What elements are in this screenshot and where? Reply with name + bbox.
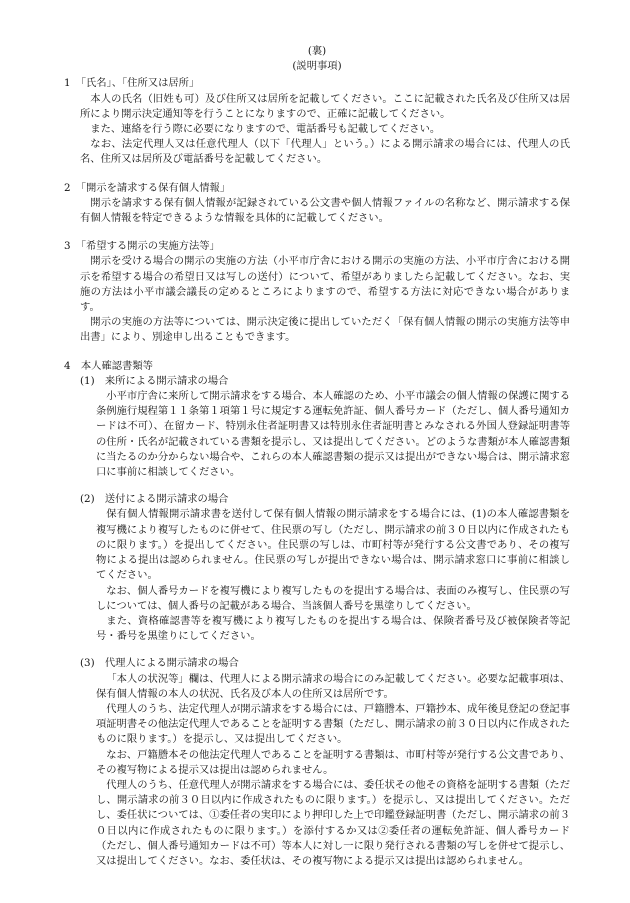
- section-title: 2 「開示を請求する保有個人情報」: [64, 181, 231, 194]
- paragraph: なお、戸籍謄本その他法定代理人であることを証明する書類は、市町村等が発行する公文書であり、その複写物による提示又は提出は認められません。: [96, 748, 570, 776]
- paragraph: なお、法定代理人又は任意代理人（以下「代理人」という。）による開示請求の場合には、代理人の氏名、住所又は居所及び電話番号を記載してください。: [80, 138, 570, 166]
- section-title: 1 「氏名」、「住所又は居所」: [64, 77, 200, 90]
- subsection-title: (1) 来所による開示請求の場合: [80, 374, 229, 387]
- section-requested-info: [64, 181, 570, 227]
- paragraph: なお、個人番号カードを複写機により複写したものを提出する場合は、表面のみ複写し、住民票の写しについては、個人番号の記載がある場合、当該個人番号を黒塗りしてください。: [96, 584, 570, 612]
- subsection-by-mail: [64, 492, 570, 644]
- paragraph: 「本人の状況等」欄は、代理人による開示請求の場合にのみ記載してください。必要な記載事項は、保有個人情報の本人の状況、氏名及び本人の住所又は居所です。: [96, 672, 570, 700]
- section-name-address: [64, 76, 570, 167]
- paragraph: 代理人のうち、任意代理人が開示請求をする場合には、委任状その他その資格を証明する書類（ただし、開示請求の前３０日以内に作成されたものに限ります。）を提示し、又は提出してください。ただし、委任状については、①委任者の実印により押印した上で印鑑登録証明書（ただし、開示請求の前３０日以内に作成されたものに限ります。）を添付するか又は②委任者の運転免許証、個人番号カード（ただし、個人番号通知カードは不可）等本人に対し一に限り発行される書類の写しを併せて提示し、又は提出してください。なお、委任状は、その複写物による提示又は提出は認められません。: [96, 778, 570, 867]
- paragraph: 本人の氏名（旧姓も可）及び住所又は居所を記載してください。ここに記載された氏名及び住所又は居所により開示決定通知等を行うことになりますので、正確に記載してください。: [80, 92, 570, 120]
- paragraph: 開示を請求する保有個人情報が記録されている公文書や個人情報ファイルの名称など、開示請求する保有個人情報を特定できるような情報を具体的に記載してください。: [80, 196, 570, 225]
- subsection-title: (2) 送付による開示請求の場合: [80, 493, 229, 506]
- paragraph: 開示を受ける場合の開示の実施の方法（小平市庁舎における開示の実施の方法、小平市庁舎における開示を希望する場合の希望日又は写しの送付）について、希望がありましたら記載してください。なお、実施の方法は小平市議会議長の定めるところによりますので、希望する方法に対応できない場合があります。: [80, 255, 570, 314]
- subsection-in-person: [64, 374, 570, 480]
- page-side-label: (裏): [307, 45, 327, 57]
- section-identity-documents: [64, 359, 570, 870]
- section-title: 4 本人確認書類等: [64, 359, 153, 372]
- paragraph: 小平市庁舎に来所して開示請求をする場合、本人確認のため、小平市議会の個人情報の保護に関する条例施行規程第１１条第１項第１号に規定する運転免許証、個人番号カード（ただし、個人番号通知カードは不可）、在留カード、特別永住者証明書又は特別永住者証明書とみなされる外国人登録証明書等の住所・氏名が記載されている書類を提示し、又は提出してください。どのような書類が本人確認書類に当たるのか分からない場合や、これらの本人確認書類の提示又は提出ができない場合は、開示請求窓口に事前に相談してください。: [96, 390, 570, 479]
- subsection-by-agent: [64, 656, 570, 869]
- section-title: 3 「希望する開示の実施方法等」: [64, 240, 220, 253]
- subsection-title: (3) 代理人による開示請求の場合: [80, 657, 239, 670]
- paragraph: また、資格確認書等を複写機により複写したものを提出する場合は、保険者番号及び被保険者等記号・番号を黒塗りにしてください。: [96, 614, 570, 643]
- section-disclosure-method: [64, 239, 570, 345]
- page-title: (説明事項): [292, 60, 342, 73]
- paragraph: 開示の実施の方法等については、開示決定後に提出していただく「保有個人情報の開示の実施方法等申出書」により、別途申し出ることもできます。: [80, 316, 570, 344]
- paragraph: 代理人のうち、法定代理人が開示請求をする場合には、戸籍謄本、戸籍抄本、成年後見登記の登記事項証明書その他法定代理人であることを証明する書類（ただし、開示請求の前３０日以内に作成されたものに限ります。）を提示し、又は提出してください。: [96, 702, 570, 746]
- paragraph: また、連絡を行う際に必要になりますので、電話番号も記載してください。: [90, 123, 441, 136]
- paragraph: 保有個人情報開示請求書を送付して保有個人情報の開示請求をする場合には、(1)の本人確認書類を複写機により複写したものに併せて、住民票の写し（ただし、開示請求の前３０日以内に作成されたものに限ります。）を提出してください。住民票の写しは、市町村等が発行する公文書であり、その複写物による提出は認められません。住民票の写しが提出できない場合は、開示請求窓口に事前に相談してください。: [96, 508, 570, 582]
